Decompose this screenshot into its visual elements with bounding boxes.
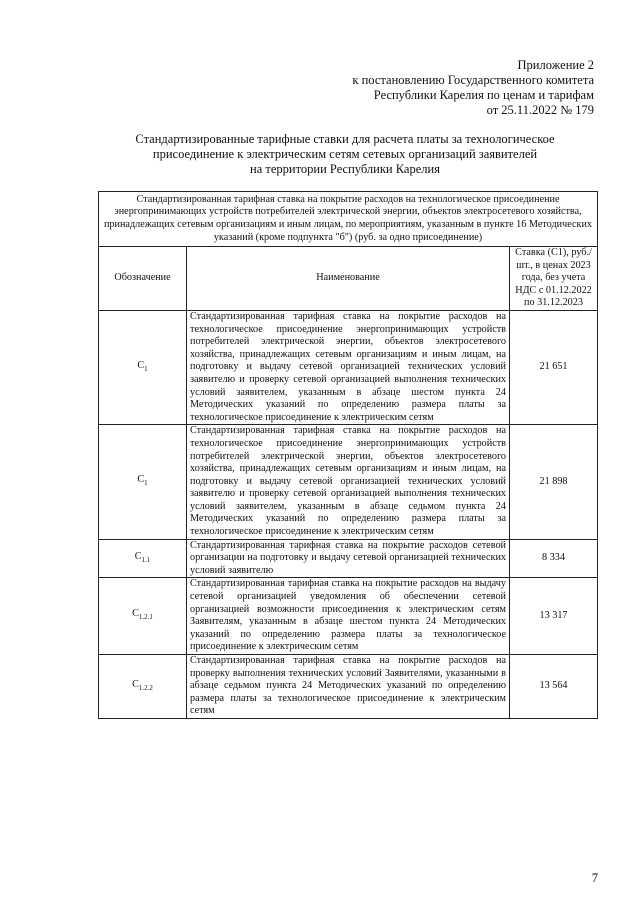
table-header-row	[99, 247, 598, 311]
table-caption: Стандартизированная тарифная ставка на покрытие расходов на технологическое присоединение энергопринимающих устройств потребителей электрической энергии, объектов электросетевого хозяйства, принадлежащих сетевым организациям и иным лицам, по мероприятиям, указанным в пункте 16 Методических указаний (кроме подпункта "б") (руб. за одно присоединение)	[99, 192, 598, 247]
table-row	[99, 539, 598, 578]
row-name: Стандартизированная тарифная ставка на покрытие расходов на выдачу сетевой организацией уведомления об обеспечении сетевой организацией возможности присоединения к электрическим сетям Заявителям, указанным в абзаце шестом пункта 24 Методических указаний по определению размера платы за технологическое присоединение к электрическим сетям	[187, 578, 510, 655]
table-row	[99, 425, 598, 539]
table-row	[99, 655, 598, 719]
row-value: 21 651	[510, 310, 598, 424]
row-symbol: $C_1$	[99, 425, 187, 539]
row-value: 13 317	[510, 578, 598, 655]
table-caption-row	[99, 192, 598, 247]
appendix-line-4: от 25.11.2022 № 179	[486, 103, 594, 117]
row-name: Стандартизированная тарифная ставка на покрытие расходов на технологическое присоединение энергопринимающих устройств потребителей электрической энергии, объектов электросетевого хозяйства, принадлежащих сетевым организациям и иным лицам, на подготовку и выдачу сетевой организацией технических условий заявителю и проверку сетевой организацией выполнения технических условий заявителем, указанным в абзаце шестом пункта 24 Методических указаний по определению размера платы за технологическое присоединение к электрическим сетям	[187, 310, 510, 424]
tariff-table	[98, 191, 598, 719]
page-number: 7	[591, 871, 598, 885]
table-row	[99, 310, 598, 424]
table-row	[99, 578, 598, 655]
row-name: Стандартизированная тарифная ставка на покрытие расходов на проверку выполнения технических условий Заявителями, указанными в абзаце седьмом пункта 24 Методических указаний по определению размера платы за технологическое присоединение к электрическим сетям	[187, 655, 510, 719]
row-value: 8 334	[510, 539, 598, 578]
header-rate: Ставка (С1), руб./шт., в ценах 2023 года, без учета НДС с 01.12.2022 по 31.12.2023	[510, 247, 598, 311]
row-symbol: $C_{1.2.1}$	[99, 578, 187, 655]
row-value: 21 898	[510, 425, 598, 539]
row-symbol: $C_{1.1}$	[99, 539, 187, 578]
row-name: Стандартизированная тарифная ставка на покрытие расходов сетевой организации на подготовку и выдачу сетевой организацией технических условий заявителю	[187, 539, 510, 578]
title-line-2: присоединение к электрическим сетям сетевых организаций заявителей	[152, 147, 538, 161]
row-symbol: $C_{1.2.2}$	[99, 655, 187, 719]
title-line-3: на территории Республики Карелия	[250, 162, 440, 176]
appendix-line-3: Республики Карелия по ценам и тарифам	[373, 88, 594, 102]
appendix-line-2: к постановлению Государственного комитета	[352, 73, 594, 87]
title-line-1: Стандартизированные тарифные ставки для расчета платы за технологическое	[135, 132, 555, 146]
row-name: Стандартизированная тарифная ставка на покрытие расходов на технологическое присоединение энергопринимающих устройств потребителей электрической энергии, объектов электросетевого хозяйства, принадлежащих сетевым организациям и иным лицам, на подготовку и выдачу сетевой организацией технических условий заявителю и проверку сетевой организацией выполнения технических условий заявителем, указанным в абзаце седьмом пункта 24 Методических указаний по определению размера платы за технологическое присоединение к электрическим сетям	[187, 425, 510, 539]
document-title	[110, 132, 580, 177]
appendix-line-1: Приложение 2	[517, 58, 594, 72]
row-value: 13 564	[510, 655, 598, 719]
appendix-header	[352, 58, 594, 118]
header-name: Наименование	[187, 247, 510, 311]
row-symbol: $C_1$	[99, 310, 187, 424]
header-symbol: Обозначение	[99, 247, 187, 311]
